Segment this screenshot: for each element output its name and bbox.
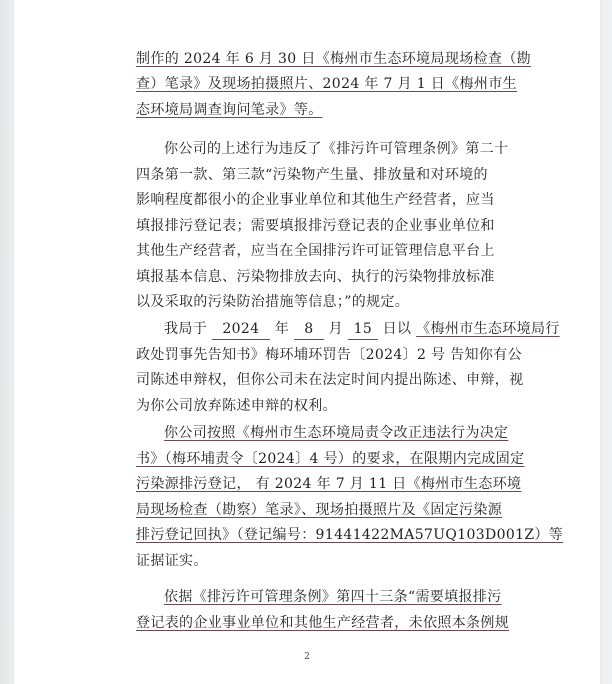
text-line: 影响程度都很小的企业事业单位和其他生产经营者，应当	[136, 192, 495, 208]
notice-date-line	[164, 320, 560, 340]
text-line: 书》（梅环埔责令〔2024〕4 号）的要求，在限期内完成固定	[136, 451, 525, 467]
text-line: 填报排污登记表；需要填报排污登记表的企业事业单位和	[136, 218, 495, 234]
notice-day: 15	[348, 320, 378, 340]
text-line: 为你公司放弃陈述申辩的权利。	[136, 398, 337, 414]
paragraph-start: 你公司按照《梅州市生态环境局责令改正违法行为决定	[164, 425, 509, 441]
notice-prefix: 我局于	[164, 321, 208, 337]
text-line: 司陈述申辩权，但你公司未在法定时间内提出陈述、申辩，视	[136, 372, 524, 388]
notice-doc-title: 《梅州市生态环境局行	[416, 321, 560, 337]
document-body	[14, 0, 600, 684]
paragraph-start: 你公司的上述行为违反了《排污许可管理条例》第二十	[164, 141, 509, 157]
text-line: 查）笔录》及现场拍摄照片、2024 年 7 月 1 日《梅州市生	[136, 76, 517, 92]
text-line: 其他生产经营者，应当在全国排污许可证管理信息平台上	[136, 243, 495, 259]
text-line: 证据证实。	[136, 553, 208, 569]
text-line: 以及采取的污染防治措施等信息；”的规定。	[136, 294, 410, 310]
notice-month-unit: 月	[328, 321, 344, 337]
text-line: 制作的 2024 年 6 月 30 日《梅州市生态环境局现场检查（勘	[136, 51, 531, 67]
notice-day-unit: 日以	[382, 321, 412, 337]
document-page	[14, 0, 600, 684]
text-line: 污染源排污登记， 有 2024 年 7 月 11 日《梅州市生态环境	[136, 476, 522, 492]
text-line: 登记表的企业事业单位和其他生产经营者，未依照本条例规	[136, 615, 510, 631]
page-number: 2	[304, 652, 310, 662]
paragraph-start: 依据《排污许可管理条例》第四十三条“需要填报排污	[164, 589, 502, 605]
text-line: 局现场检查（勘察）笔录》、现场拍摄照片及《固定污染源	[136, 502, 503, 518]
text-line: 四条第一款、第三款“污染物产生量、排放量和对环境的	[136, 167, 488, 183]
scan-edge	[0, 0, 14, 684]
notice-year: 2024	[212, 320, 270, 340]
text-line: 填报基本信息、污染物排放去向、执行的污染物排放标准	[136, 269, 495, 285]
notice-year-unit: 年	[274, 321, 290, 337]
text-line: 态环境局调查询问笔录》等。	[136, 102, 323, 118]
text-line: 排污登记回执》（登记编号：91441422MA57UQ103D001Z）等	[136, 527, 564, 543]
notice-month: 8	[294, 320, 324, 340]
text-line: 政处罚事先告知书》梅环埔环罚告〔2024〕2 号 告知你有公	[136, 347, 522, 363]
